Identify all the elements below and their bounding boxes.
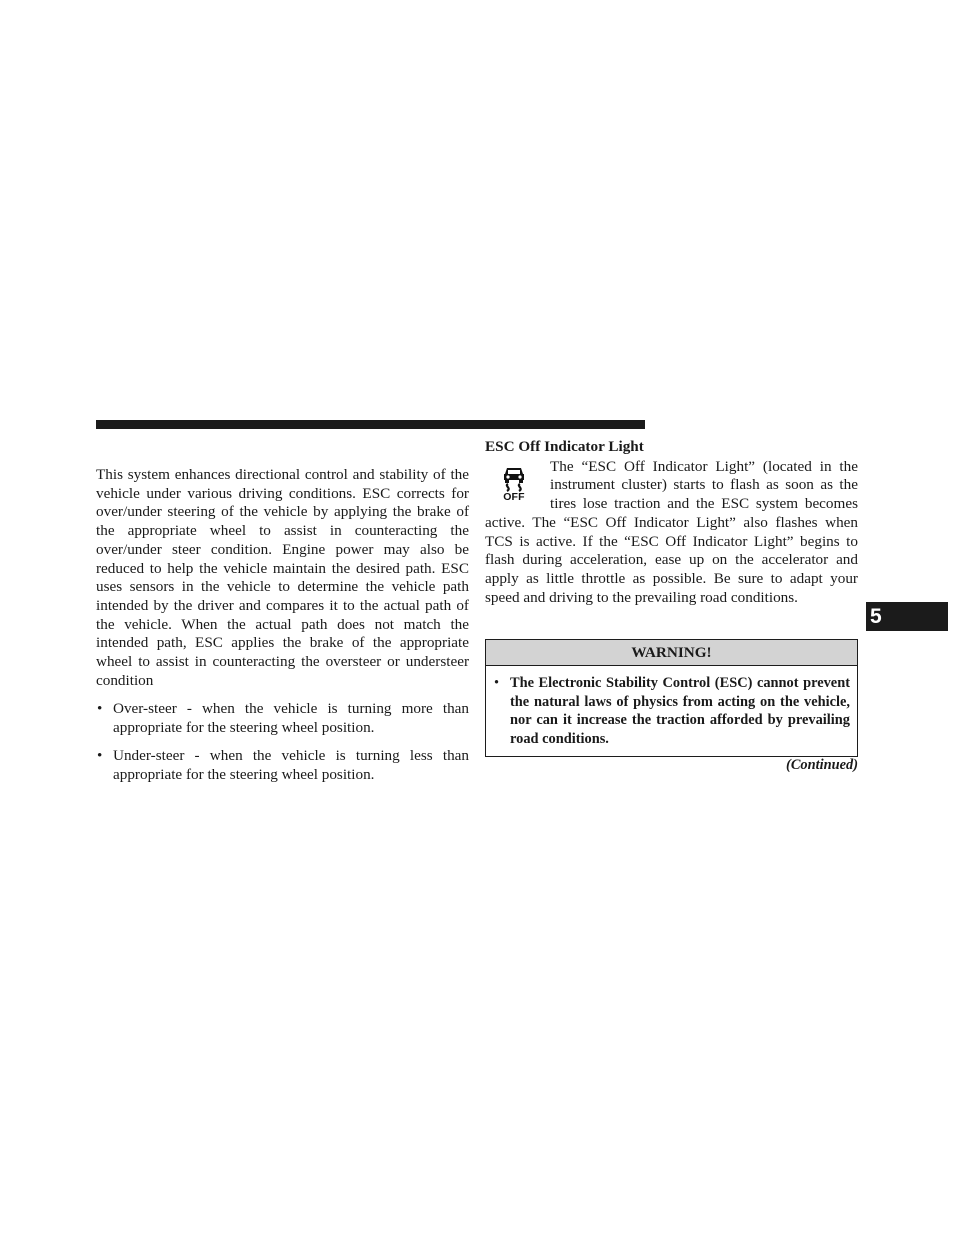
steer-condition-list [96, 700, 469, 784]
list-item-text: Over-steer - when the vehicle is turning more than appropriate for the steering wheel position. [113, 700, 469, 737]
skidding-car-icon [499, 466, 529, 492]
bullet-icon: • [97, 746, 103, 764]
list-item-text: Under-steer - when the vehicle is turning less than appropriate for the steering wheel position. [113, 746, 469, 783]
bullet-icon: • [494, 675, 500, 691]
warning-body [486, 666, 857, 748]
warning-text: The Electronic Stability Control (ESC) cannot prevent the natural laws of physics from acting on the vehicle, nor can it increase the traction afforded by prevailing road conditions. [510, 675, 850, 747]
list-item [96, 700, 469, 737]
esc-intro-paragraph: This system enhances directional control and stability of the vehicle under various driving conditions. ESC corrects for over/under steering of the vehicle by applying the brake of the appropriate wheel to assist in counteracting the over/under steer condition. Engine power may also be reduced to help the vehicle maintain the desired path. ESC uses sensors in the vehicle to determine the vehicle path intended by the driver and compares it to the actual path of the vehicle. When the actual path does not match the intended path, ESC applies the brake of the appropriate wheel to assist in counteracting the oversteer or understeer condition [96, 466, 469, 689]
off-label: OFF [503, 490, 525, 503]
indicator-paragraph-text: The “ESC Off Indicator Light” (located in the instrument cluster) starts to flash as soon as the tires lose traction and the ESC system becomes active. The “ESC Off Indicator Light” also flashes when TCS is active. If the “ESC Off Indicator Light” begins to flash during acceleration, ease up on the accelerator and apply as little throttle as possible. Be sure to adapt your speed and driving to the prevailing road conditions. [485, 457, 858, 606]
right-column [485, 438, 858, 607]
section-top-rule [96, 420, 645, 429]
continued-label: (Continued) [786, 757, 858, 773]
warning-title: WARNING! [486, 640, 857, 666]
chapter-tab [866, 602, 948, 631]
warning-box [485, 639, 858, 757]
list-item [96, 747, 469, 784]
bullet-icon: • [97, 700, 103, 718]
left-column [96, 466, 469, 784]
chapter-number: 5 [870, 605, 882, 628]
indicator-paragraph [485, 458, 858, 608]
section-heading: ESC Off Indicator Light [485, 438, 644, 455]
esc-off-indicator-icon [485, 458, 543, 514]
